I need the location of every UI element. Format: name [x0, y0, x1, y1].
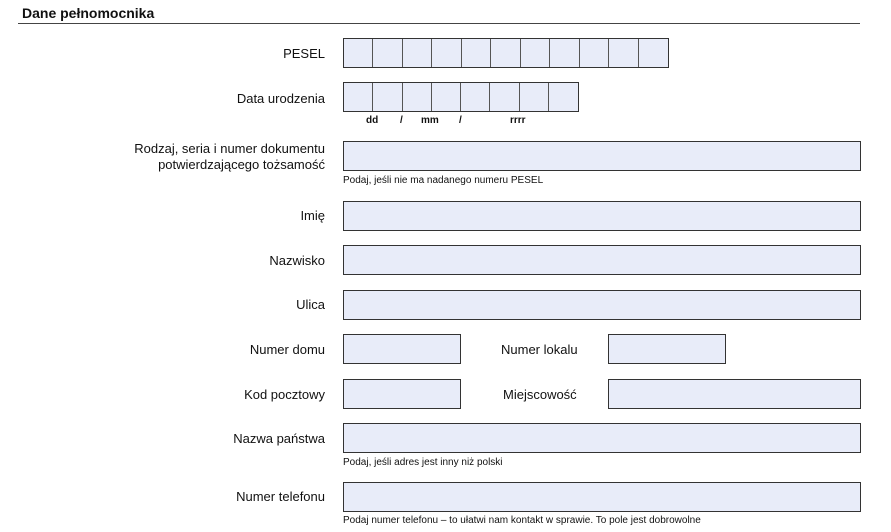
date-legend-separator: / — [400, 115, 403, 126]
first-name-label: Imię — [300, 208, 325, 223]
pesel-digit-cell[interactable] — [432, 39, 461, 67]
birth-date-digit-cell[interactable] — [403, 83, 432, 111]
first-name-field[interactable] — [343, 201, 861, 231]
section-divider — [18, 23, 860, 24]
pesel-digit-cell[interactable] — [462, 39, 491, 67]
country-field[interactable] — [343, 423, 861, 453]
city-field[interactable] — [608, 379, 861, 409]
apartment-number-label: Numer lokalu — [501, 342, 578, 357]
date-legend-dd: dd — [366, 115, 379, 126]
document-number-field[interactable] — [343, 141, 861, 171]
birth-date-digit-cell[interactable] — [344, 83, 373, 111]
birth-date-digit-cell[interactable] — [490, 83, 519, 111]
document-label-line2: potwierdzającego tożsamość — [158, 157, 325, 172]
pesel-digit-cell[interactable] — [521, 39, 550, 67]
phone-hint: Podaj numer telefonu – to ułatwi nam kontakt w sprawie. To pole jest dobrowolne — [343, 515, 701, 526]
birth-date-input[interactable] — [343, 82, 579, 112]
country-label: Nazwa państwa — [233, 431, 325, 446]
birth-date-digit-cell[interactable] — [520, 83, 549, 111]
phone-field[interactable] — [343, 482, 861, 512]
birth-date-digit-cell[interactable] — [461, 83, 490, 111]
birth-date-digit-cell[interactable] — [432, 83, 461, 111]
pesel-digit-cell[interactable] — [344, 39, 373, 67]
date-legend-mm: mm — [421, 115, 439, 126]
last-name-field[interactable] — [343, 245, 861, 275]
postal-code-field[interactable] — [343, 379, 461, 409]
house-number-field[interactable] — [343, 334, 461, 364]
pesel-input[interactable] — [343, 38, 669, 68]
date-legend-rrrr: rrrr — [510, 115, 526, 126]
birth-date-digit-cell[interactable] — [549, 83, 578, 111]
pesel-digit-cell[interactable] — [491, 39, 520, 67]
postal-code-label: Kod pocztowy — [244, 387, 325, 402]
apartment-number-field[interactable] — [608, 334, 726, 364]
birth-date-digit-cell[interactable] — [373, 83, 402, 111]
pesel-label: PESEL — [283, 46, 325, 61]
pesel-digit-cell[interactable] — [639, 39, 668, 67]
street-label: Ulica — [296, 297, 325, 312]
date-legend-separator: / — [459, 115, 462, 126]
pesel-digit-cell[interactable] — [403, 39, 432, 67]
pesel-digit-cell[interactable] — [580, 39, 609, 67]
country-hint: Podaj, jeśli adres jest inny niż polski — [343, 457, 503, 468]
document-label: Rodzaj, seria i numer dokumentu — [134, 141, 325, 156]
pesel-digit-cell[interactable] — [550, 39, 579, 67]
pesel-digit-cell[interactable] — [609, 39, 638, 67]
last-name-label: Nazwisko — [269, 253, 325, 268]
birth-date-label: Data urodzenia — [236, 91, 325, 106]
pesel-digit-cell[interactable] — [373, 39, 402, 67]
document-hint: Podaj, jeśli nie ma nadanego numeru PESEL — [343, 175, 544, 186]
phone-label: Numer telefonu — [236, 489, 325, 504]
house-number-label: Numer domu — [249, 342, 325, 357]
street-field[interactable] — [343, 290, 861, 320]
city-label: Miejscowość — [503, 387, 577, 402]
section-title: Dane pełnomocnika — [22, 5, 155, 21]
